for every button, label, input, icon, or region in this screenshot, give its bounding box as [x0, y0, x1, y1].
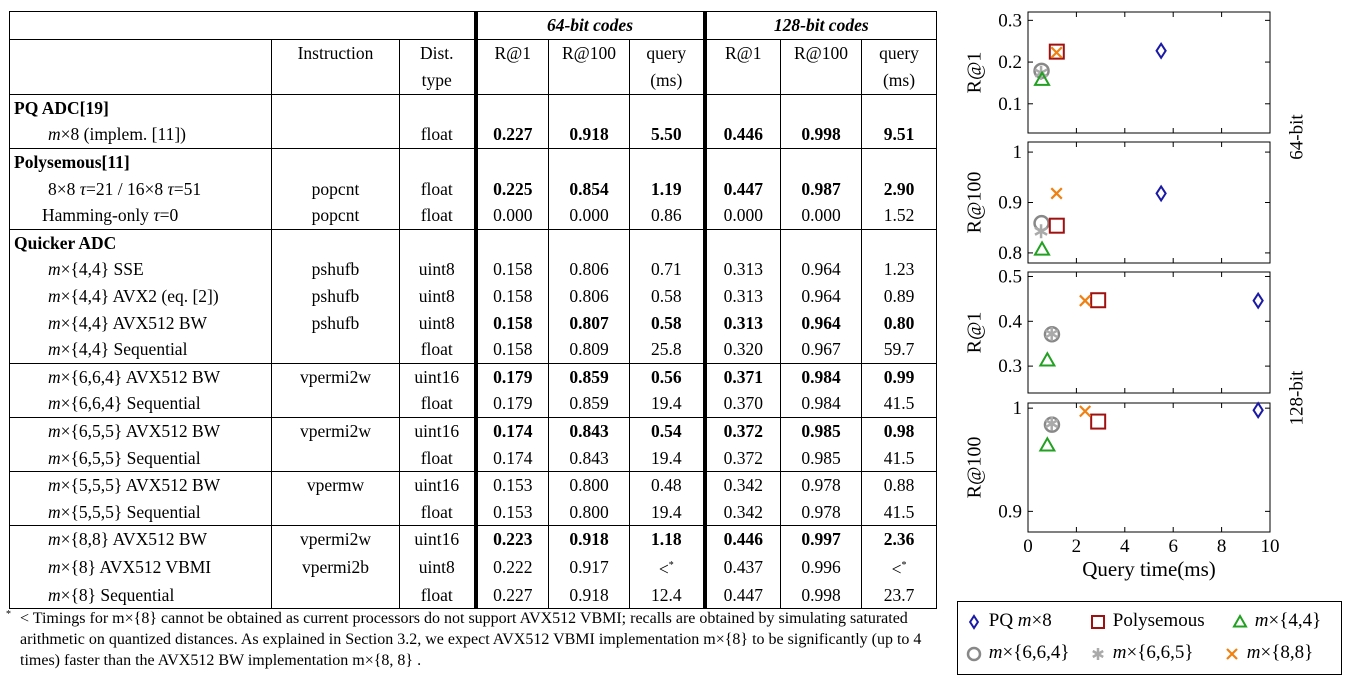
dist-type-cell: uint16: [400, 417, 476, 444]
y-tick-label: 0.3: [998, 356, 1022, 378]
instruction-cell: pshufb: [272, 309, 400, 336]
value-cell: 0.918: [549, 582, 630, 609]
instruction-cell: popcnt: [272, 202, 400, 229]
section-title: PQ ADC[19]: [10, 94, 272, 121]
value-cell: 9.51: [862, 121, 937, 148]
table-row: [10, 363, 937, 390]
value-cell: 0.997: [781, 526, 862, 553]
value-cell: 0.179: [476, 390, 549, 417]
table-row: [10, 582, 937, 609]
value-cell: 0.158: [476, 283, 549, 310]
y-axis-label: R@1: [963, 311, 986, 354]
value-cell: 0.964: [781, 283, 862, 310]
value-cell: 0.800: [549, 499, 630, 526]
footnote-mark: *: [6, 609, 11, 620]
section-title: Quicker ADC: [10, 229, 272, 256]
legend-marker-diamond: [964, 612, 984, 632]
scatter-chart: [940, 0, 1340, 595]
y-tick-label: 0.8: [998, 242, 1022, 264]
value-cell: 0.372: [705, 444, 781, 471]
value-cell: 0.996: [781, 553, 862, 582]
table-row: [10, 336, 937, 363]
data-point-cross: [1080, 406, 1091, 417]
data-point-triangle: [1040, 438, 1054, 450]
y-tick-label: 0.4: [998, 311, 1022, 333]
value-cell: 0.58: [630, 283, 705, 310]
value-cell: <*: [862, 553, 937, 582]
instruction-cell: vpermi2b: [272, 553, 400, 582]
x-axis-label: Query time(ms): [1082, 557, 1216, 581]
data-point-triangle: [1040, 353, 1054, 365]
dist-type-cell: float: [400, 336, 476, 363]
dist-type-cell: uint8: [400, 256, 476, 283]
value-cell: 0.313: [705, 283, 781, 310]
empty-cell: [705, 148, 781, 175]
instruction-cell: [272, 121, 400, 148]
empty-cell: [630, 229, 705, 256]
col-r100-128: R@100: [781, 39, 862, 67]
method-cell: m×{5,5,5} Sequential: [10, 499, 272, 526]
table-row: [10, 553, 937, 582]
instruction-cell: [272, 444, 400, 471]
value-cell: 25.8: [630, 336, 705, 363]
legend-label: Polysemous: [1108, 610, 1205, 631]
empty-cell: [781, 148, 862, 175]
value-cell: 0.48: [630, 471, 705, 498]
legend-marker-star: [1088, 644, 1108, 664]
value-cell: 0.174: [476, 444, 549, 471]
value-cell: 0.000: [781, 202, 862, 229]
method-cell: m×{4,4} AVX2 (eq. [2]): [10, 283, 272, 310]
data-point-cross: [1051, 188, 1062, 199]
method-cell: m×{8} Sequential: [10, 582, 272, 609]
value-cell: 0.342: [705, 499, 781, 526]
value-cell: 0.859: [549, 390, 630, 417]
data-point-diamond: [1254, 403, 1263, 417]
dist-type-cell: float: [400, 175, 476, 202]
empty-cell: [705, 94, 781, 121]
value-cell: 0.80: [862, 309, 937, 336]
method-cell: m×{4,4} SSE: [10, 256, 272, 283]
table-row: [10, 283, 937, 310]
legend-label: m×{4,4}: [1254, 610, 1322, 631]
y-axis-label: R@100: [963, 436, 986, 499]
value-cell: 0.370: [705, 390, 781, 417]
empty-cell: [476, 229, 549, 256]
value-cell: 0.446: [705, 121, 781, 148]
legend-label: PQ m×8: [984, 610, 1052, 631]
footnote: [6, 608, 940, 671]
empty-cell: [476, 148, 549, 175]
y-tick-label: 0.5: [998, 266, 1022, 288]
value-cell: 0.967: [781, 336, 862, 363]
empty-cell: [272, 94, 400, 121]
value-cell: 0.98: [862, 417, 937, 444]
legend-item: [1222, 642, 1313, 664]
instruction-cell: pshufb: [272, 283, 400, 310]
table-row: [10, 499, 937, 526]
value-cell: 0.437: [705, 553, 781, 582]
value-cell: 0.54: [630, 417, 705, 444]
value-cell: 0.998: [781, 582, 862, 609]
empty-cell: [862, 94, 937, 121]
group-label-128bit: 128-bit: [1286, 370, 1308, 426]
section-title-row: [10, 94, 937, 121]
value-cell: 0.806: [549, 256, 630, 283]
value-cell: 0.153: [476, 471, 549, 498]
instruction-cell: [272, 336, 400, 363]
value-cell: 5.50: [630, 121, 705, 148]
dist-type-cell: float: [400, 202, 476, 229]
value-cell: 0.222: [476, 553, 549, 582]
value-cell: 0.58: [630, 309, 705, 336]
value-cell: 0.807: [549, 309, 630, 336]
dist-type-cell: float: [400, 582, 476, 609]
method-cell: m×8 (implem. [11]): [10, 121, 272, 148]
value-cell: 23.7: [862, 582, 937, 609]
dist-type-cell: float: [400, 499, 476, 526]
instruction-cell: vpermi2w: [272, 417, 400, 444]
empty-cell: [272, 148, 400, 175]
value-cell: 0.000: [549, 202, 630, 229]
col-dist-1: Dist.: [400, 39, 476, 67]
value-cell: 0.371: [705, 363, 781, 390]
legend-marker-triangle: [1230, 612, 1250, 632]
group-header-row: [10, 12, 937, 40]
empty-cell: [400, 94, 476, 121]
value-cell: 19.4: [630, 390, 705, 417]
value-cell: 0.918: [549, 121, 630, 148]
value-cell: 0.313: [705, 309, 781, 336]
value-cell: 0.854: [549, 175, 630, 202]
value-cell: 0.964: [781, 309, 862, 336]
empty-cell: [272, 229, 400, 256]
table-row: [10, 175, 937, 202]
dist-type-cell: uint8: [400, 309, 476, 336]
empty-cell: [400, 229, 476, 256]
instruction-cell: pshufb: [272, 256, 400, 283]
value-cell: 0.227: [476, 582, 549, 609]
value-cell: 0.859: [549, 363, 630, 390]
empty-cell: [705, 229, 781, 256]
value-cell: 0.179: [476, 363, 549, 390]
value-cell: 0.320: [705, 336, 781, 363]
dist-type-cell: uint16: [400, 471, 476, 498]
instruction-cell: vpermw: [272, 471, 400, 498]
legend-label: m×{6,6,5}: [1112, 642, 1194, 663]
legend-label: m×{6,6,4}: [988, 642, 1070, 663]
empty-cell: [400, 148, 476, 175]
value-cell: 2.36: [862, 526, 937, 553]
value-cell: 0.918: [549, 526, 630, 553]
method-cell: m×{8,8} AVX512 BW: [10, 526, 272, 553]
method-cell: m×{5,5,5} AVX512 BW: [10, 471, 272, 498]
panel-frame: [1028, 272, 1270, 393]
value-cell: 0.806: [549, 283, 630, 310]
table-row: [10, 444, 937, 471]
instruction-cell: [272, 390, 400, 417]
data-point-square: [1091, 293, 1105, 307]
method-cell: m×{6,6,4} AVX512 BW: [10, 363, 272, 390]
empty-cell: [549, 229, 630, 256]
col-header-row-1: [10, 39, 937, 67]
value-cell: 0.978: [781, 471, 862, 498]
empty-cell: [630, 94, 705, 121]
method-cell: m×{8} AVX512 VBMI: [10, 553, 272, 582]
instruction-cell: [272, 582, 400, 609]
col-r1-64: R@1: [476, 39, 549, 67]
col-query-64: query: [630, 39, 705, 67]
table-row: [10, 471, 937, 498]
value-cell: <*: [630, 553, 705, 582]
value-cell: 0.000: [476, 202, 549, 229]
instruction-cell: [272, 499, 400, 526]
legend-marker-circle: [964, 644, 984, 664]
empty-cell: [549, 94, 630, 121]
group-64bit: 64-bit codes: [476, 12, 705, 40]
panel-frame: [1028, 12, 1270, 133]
col-dist-2: type: [400, 67, 476, 95]
x-tick-label: 2: [1071, 536, 1082, 557]
value-cell: 2.90: [862, 175, 937, 202]
value-cell: 0.446: [705, 526, 781, 553]
value-cell: 0.158: [476, 256, 549, 283]
section-title-row: [10, 148, 937, 175]
data-point-star: [1035, 224, 1047, 238]
y-tick-label: 0.9: [998, 501, 1022, 523]
value-cell: 0.964: [781, 256, 862, 283]
y-axis-label: R@1: [963, 51, 986, 94]
y-tick-label: 0.9: [998, 192, 1022, 214]
value-cell: 12.4: [630, 582, 705, 609]
group-label-64bit: 64-bit: [1286, 114, 1308, 160]
value-cell: 0.223: [476, 526, 549, 553]
section-title: Polysemous[11]: [10, 148, 272, 175]
value-cell: 0.158: [476, 309, 549, 336]
value-cell: 0.917: [549, 553, 630, 582]
value-cell: 0.984: [781, 363, 862, 390]
legend-marker-square: [1088, 612, 1108, 632]
dist-type-cell: uint8: [400, 553, 476, 582]
value-cell: 0.843: [549, 444, 630, 471]
method-cell: m×{6,5,5} AVX512 BW: [10, 417, 272, 444]
col-r100-64: R@100: [549, 39, 630, 67]
dist-type-cell: uint8: [400, 283, 476, 310]
value-cell: 1.23: [862, 256, 937, 283]
instruction-cell: vpermi2w: [272, 526, 400, 553]
table-row: [10, 202, 937, 229]
x-tick-label: 0: [1023, 536, 1033, 557]
value-cell: 0.809: [549, 336, 630, 363]
empty-cell: [630, 148, 705, 175]
legend-label: m×{8,8}: [1246, 642, 1314, 663]
value-cell: 0.342: [705, 471, 781, 498]
data-point-square: [1050, 219, 1064, 233]
data-point-cross: [1051, 47, 1062, 58]
value-cell: 0.984: [781, 390, 862, 417]
data-point-triangle: [1035, 242, 1049, 254]
table-row: [10, 390, 937, 417]
y-tick-label: 0.1: [998, 93, 1022, 115]
footnote-text: < Timings for m×{8} cannot be obtained as current processors do not support AVX512 VBMI; recalls are obtained by simulating saturated arithmetic on quantized distances. As explained in Section 3.2, we expect AVX512 VBMI implementation m×{8} to be significantly (up to 4 times) faster than the AVX512 BW implementation m×{8, 8} .: [20, 610, 922, 669]
value-cell: 0.99: [862, 363, 937, 390]
value-cell: 0.88: [862, 471, 937, 498]
value-cell: 1.18: [630, 526, 705, 553]
dist-type-cell: float: [400, 121, 476, 148]
x-tick-label: 8: [1216, 536, 1227, 557]
y-tick-label: 1: [1012, 142, 1022, 164]
value-cell: 0.153: [476, 499, 549, 526]
instruction-cell: popcnt: [272, 175, 400, 202]
value-cell: 0.985: [781, 417, 862, 444]
value-cell: 0.225: [476, 175, 549, 202]
value-cell: 0.800: [549, 471, 630, 498]
y-tick-label: 0.3: [998, 10, 1022, 32]
method-cell: m×{4,4} Sequential: [10, 336, 272, 363]
value-cell: 0.227: [476, 121, 549, 148]
col-header-row-2: [10, 67, 937, 95]
value-cell: 0.71: [630, 256, 705, 283]
value-cell: 0.000: [705, 202, 781, 229]
dist-type-cell: uint16: [400, 363, 476, 390]
empty-cell: [781, 94, 862, 121]
results-table: [9, 11, 937, 609]
panel-frame: [1028, 142, 1270, 263]
data-point-cross: [1080, 295, 1091, 306]
x-tick-label: 6: [1168, 536, 1178, 557]
legend-item: [964, 642, 1069, 664]
value-cell: 0.987: [781, 175, 862, 202]
value-cell: 0.86: [630, 202, 705, 229]
value-cell: 0.372: [705, 417, 781, 444]
x-tick-label: 4: [1120, 536, 1130, 557]
value-cell: 1.19: [630, 175, 705, 202]
data-point-diamond: [1157, 186, 1166, 200]
legend-item: [1088, 642, 1193, 664]
method-cell: Hamming-only τ=0: [10, 202, 272, 229]
panel-frame: [1028, 403, 1270, 532]
legend-item: [964, 610, 1052, 632]
empty-cell: [476, 94, 549, 121]
dist-type-cell: float: [400, 390, 476, 417]
data-point-square: [1091, 415, 1105, 429]
empty-cell: [781, 229, 862, 256]
method-cell: m×{6,6,4} Sequential: [10, 390, 272, 417]
value-cell: 0.978: [781, 499, 862, 526]
group-128bit: 128-bit codes: [705, 12, 937, 40]
col-r1-128: R@1: [705, 39, 781, 67]
value-cell: 0.998: [781, 121, 862, 148]
value-cell: 59.7: [862, 336, 937, 363]
dist-type-cell: uint16: [400, 526, 476, 553]
data-point-diamond: [1254, 294, 1263, 308]
value-cell: 19.4: [630, 499, 705, 526]
chart-legend: [957, 601, 1342, 675]
method-cell: m×{4,4} AVX512 BW: [10, 309, 272, 336]
table-row: [10, 121, 937, 148]
table-row: [10, 309, 937, 336]
empty-cell: [862, 148, 937, 175]
value-cell: 0.313: [705, 256, 781, 283]
col-query-unit-128: (ms): [862, 67, 937, 95]
dist-type-cell: float: [400, 444, 476, 471]
value-cell: 0.56: [630, 363, 705, 390]
x-tick-label: 10: [1260, 536, 1280, 557]
value-cell: 41.5: [862, 444, 937, 471]
legend-marker-cross: [1222, 644, 1242, 664]
y-axis-label: R@100: [963, 171, 986, 234]
col-query-128: query: [862, 39, 937, 67]
empty-cell: [549, 148, 630, 175]
value-cell: 0.89: [862, 283, 937, 310]
value-cell: 19.4: [630, 444, 705, 471]
col-instruction: Instruction: [272, 39, 400, 67]
data-point-diamond: [1157, 44, 1166, 58]
value-cell: 0.447: [705, 582, 781, 609]
empty-cell: [862, 229, 937, 256]
value-cell: 0.447: [705, 175, 781, 202]
value-cell: 0.174: [476, 417, 549, 444]
value-cell: 0.843: [549, 417, 630, 444]
table-row: [10, 417, 937, 444]
legend-item: [1230, 610, 1321, 632]
legend-item: [1088, 610, 1205, 632]
table-row: [10, 256, 937, 283]
y-tick-label: 0.2: [998, 52, 1022, 74]
value-cell: 0.985: [781, 444, 862, 471]
value-cell: 41.5: [862, 390, 937, 417]
value-cell: 0.158: [476, 336, 549, 363]
method-cell: m×{6,5,5} Sequential: [10, 444, 272, 471]
table-row: [10, 526, 937, 553]
col-query-unit-64: (ms): [630, 67, 705, 95]
instruction-cell: vpermi2w: [272, 363, 400, 390]
value-cell: 41.5: [862, 499, 937, 526]
y-tick-label: 1: [1012, 398, 1022, 420]
value-cell: 1.52: [862, 202, 937, 229]
section-title-row: [10, 229, 937, 256]
method-cell: 8×8 τ=21 / 16×8 τ=51: [10, 175, 272, 202]
